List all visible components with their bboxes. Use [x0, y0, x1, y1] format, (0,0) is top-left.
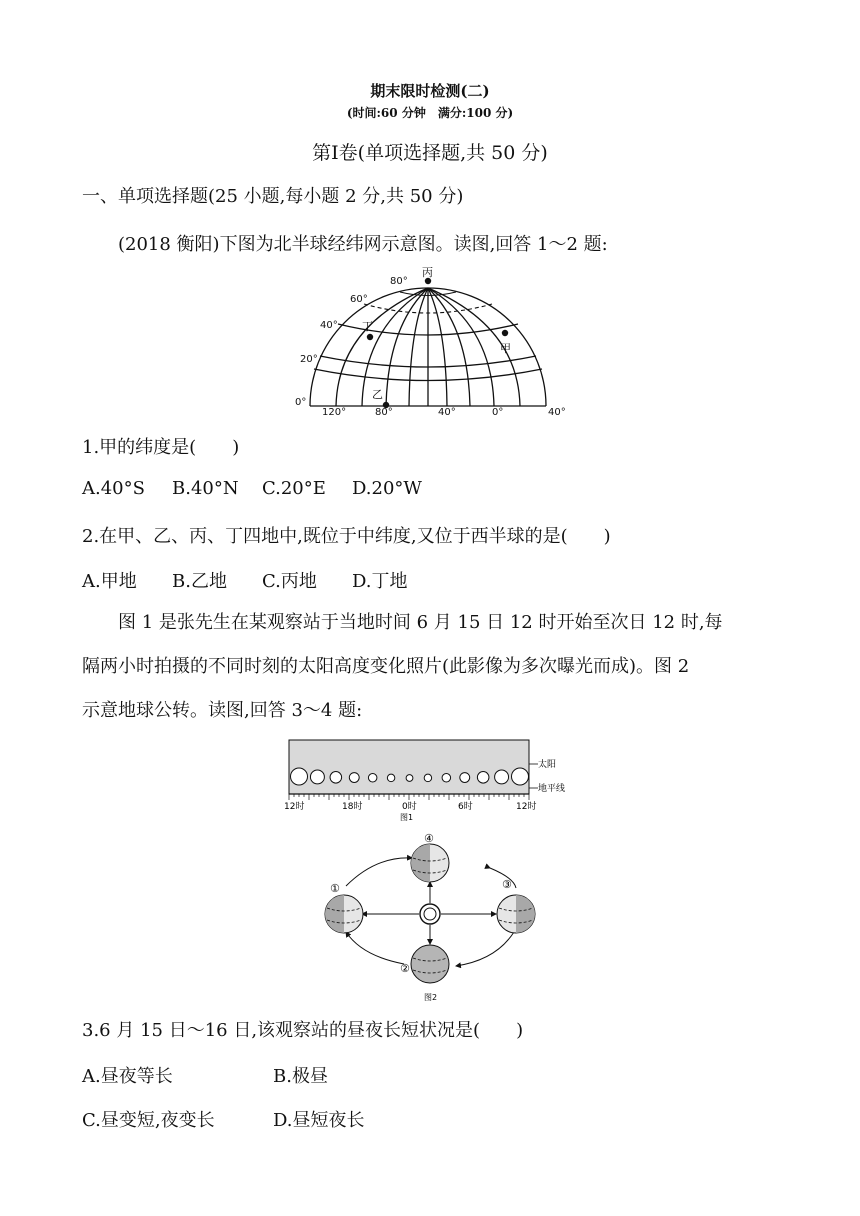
page-title: 期末限时检测(二) — [370, 82, 490, 100]
q3-option-a[interactable]: A.昼夜等长 — [82, 1066, 173, 1087]
q1-option-a[interactable]: A.40°S — [82, 478, 145, 499]
sun-label: 太阳 — [538, 760, 557, 770]
sun-mark — [442, 774, 451, 783]
time-label: 12时 — [516, 802, 537, 812]
q1-option-d[interactable]: D.20°W — [352, 478, 422, 499]
lon-label: 40° — [548, 407, 566, 416]
position-label: ④ — [424, 832, 434, 845]
point-label-yi: 乙 — [372, 388, 383, 401]
question-3: 3.6 月 15 日～16 日,该观察站的昼夜长短状况是( ) — [82, 1020, 524, 1041]
exam-time-info: (时间:60 分钟 满分:100 分) — [346, 106, 514, 120]
point-label-ding: 丁 — [362, 320, 373, 333]
earth-position-3 — [497, 895, 535, 933]
point-jia — [502, 330, 508, 336]
sun-mark — [368, 774, 377, 783]
horizon-label: 地平线 — [538, 784, 566, 794]
lat-label: 0° — [295, 397, 307, 408]
sun-mark — [406, 775, 413, 782]
part-heading: 一、单项选择题(25 小题,每小题 2 分,共 50 分) — [82, 186, 464, 207]
q1-option-b[interactable]: B.40°N — [172, 478, 239, 499]
intro-q3-4-line3: 示意地球公转。读图,回答 3～4 题: — [82, 700, 363, 721]
meridian — [409, 288, 428, 406]
lon-label: 80° — [375, 407, 393, 416]
sun-mark — [512, 768, 529, 785]
point-ding — [367, 334, 373, 340]
sun-mark — [349, 773, 359, 783]
intro-q3-4-line2: 隔两小时拍摄的不同时刻的太阳高度变化照片(此影像为多次曝光而成)。图 2 — [82, 656, 690, 677]
sun-mark — [310, 770, 324, 784]
earth-position-2 — [411, 945, 449, 983]
q3-option-c[interactable]: C.昼变短,夜变长 — [82, 1110, 215, 1131]
time-label: 18时 — [342, 802, 363, 812]
q2-option-a[interactable]: A.甲地 — [82, 571, 137, 592]
meridian — [428, 288, 447, 406]
position-label: ③ — [502, 878, 512, 891]
point-label-bing: 丙 — [422, 266, 433, 279]
earth-position-1 — [325, 895, 363, 933]
sun-mark — [424, 774, 431, 781]
q3-option-d[interactable]: D.昼短夜长 — [273, 1110, 365, 1131]
figure2-caption: 图2 — [424, 993, 438, 1002]
position-label: ① — [330, 882, 340, 895]
lat-label: 80° — [390, 276, 408, 287]
question-2: 2.在甲、乙、丙、丁四地中,既位于中纬度,又位于西半球的是( ) — [82, 526, 611, 547]
q1-option-c[interactable]: C.20°E — [262, 478, 326, 499]
q2-option-c[interactable]: C.丙地 — [262, 571, 317, 592]
sun-mark — [477, 772, 489, 784]
section-title: 第Ⅰ卷(单项选择题,共 50 分) — [312, 142, 548, 164]
sun-mark — [291, 768, 308, 785]
lon-label: 0° — [492, 407, 504, 416]
time-label: 0时 — [402, 802, 417, 812]
intro-q3-4-line1: 图 1 是张先生在某观察站于当地时间 6 月 15 日 12 时开始至次日 12 时,每 — [118, 612, 723, 633]
intro-q1-2: (2018 衡阳)下图为北半球经纬网示意图。读图,回答 1～2 题: — [118, 234, 608, 255]
lat-label: 20° — [300, 354, 318, 365]
graticule-figure — [290, 266, 580, 416]
figure1-caption: 图1 — [400, 813, 414, 822]
lat-label: 60° — [350, 294, 368, 305]
figure2-earth-revolution — [316, 828, 546, 1004]
point-label-jia: 甲 — [500, 342, 511, 355]
question-1: 1.甲的纬度是( ) — [82, 437, 240, 458]
time-label: 12时 — [284, 802, 305, 812]
sun-mark — [330, 772, 342, 784]
earth-position-4 — [411, 844, 449, 882]
time-label: 6时 — [458, 802, 473, 812]
figure1-sun-exposure — [282, 736, 582, 822]
q3-option-b[interactable]: B.极昼 — [273, 1066, 328, 1087]
sun-mark — [387, 774, 394, 781]
sun-mark — [460, 773, 470, 783]
q2-option-d[interactable]: D.丁地 — [352, 571, 408, 592]
q2-option-b[interactable]: B.乙地 — [172, 571, 227, 592]
photo-frame — [289, 740, 529, 794]
sun-mark — [495, 770, 509, 784]
lon-label: 40° — [438, 407, 456, 416]
position-label: ② — [400, 962, 410, 975]
lon-label: 120° — [322, 407, 347, 416]
lat-label: 40° — [320, 320, 338, 331]
